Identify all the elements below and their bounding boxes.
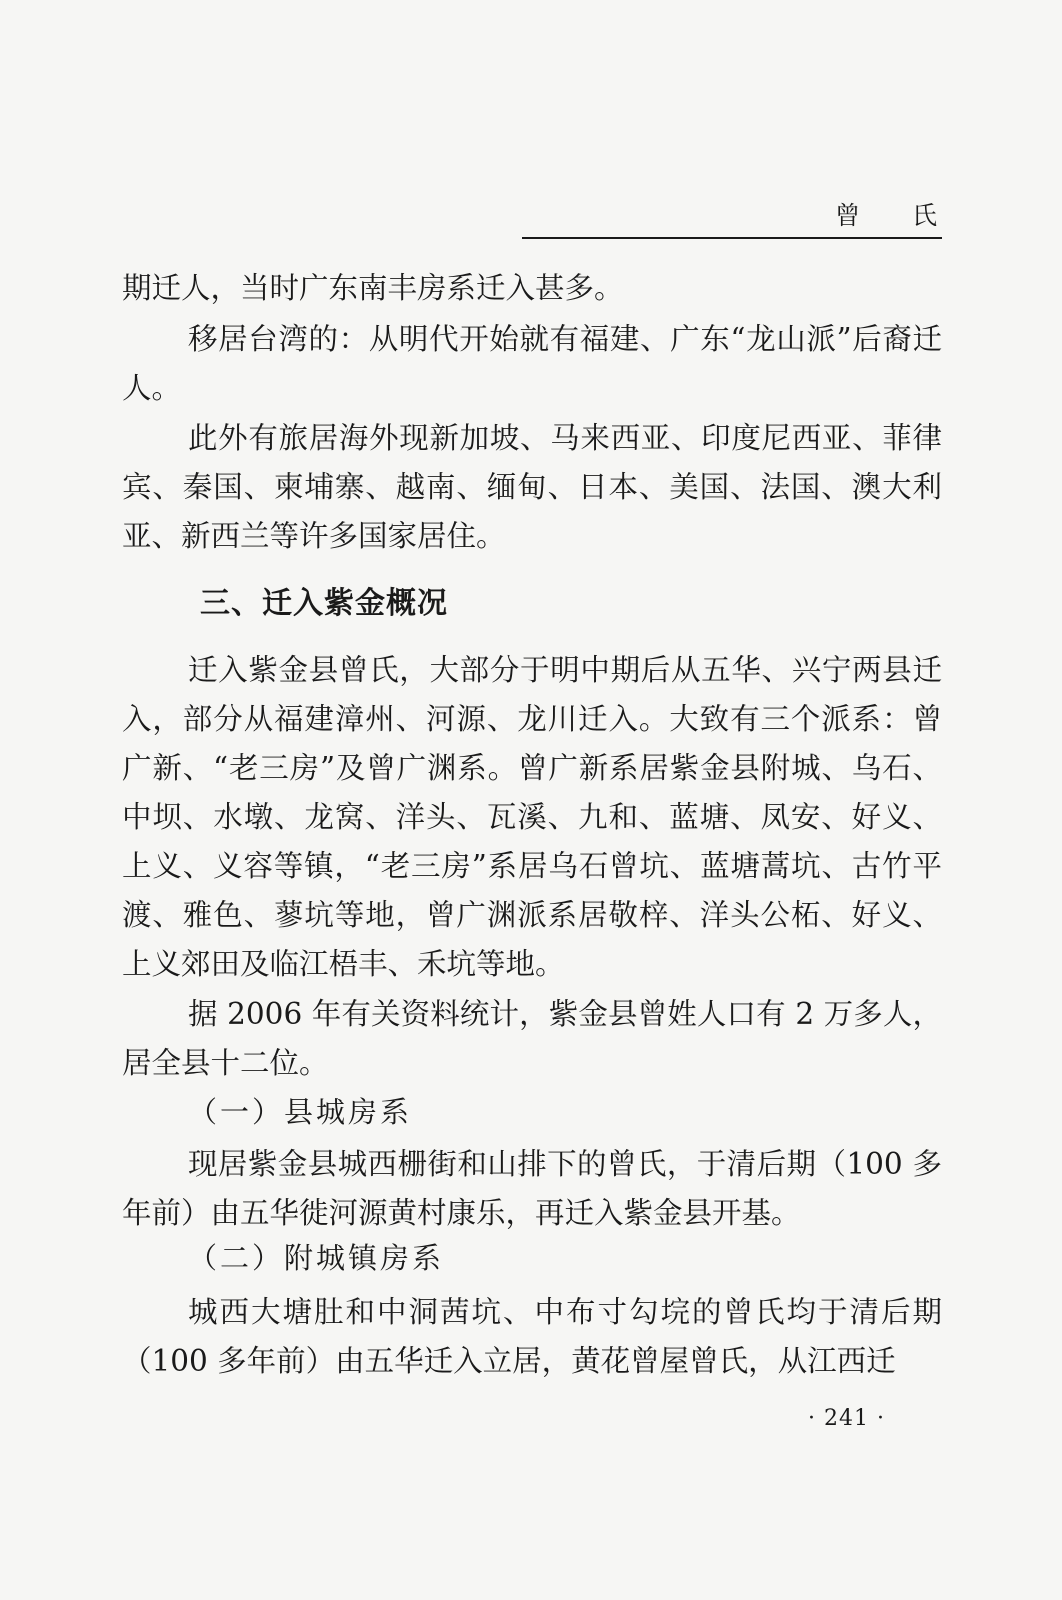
paragraph-county (122, 1140, 942, 1238)
paragraph-taiwan (122, 315, 942, 413)
paragraph-text: 迁入紫金县曾氏，大部分于明中期后从五华、兴宁两县迁入，部分从福建漳州、河源、龙川迁入。大致有三个派系：曾广新、“老三房”及曾广渊系。曾广新系居紫金县附城、乌石、中坝、水墩、龙窝、洋头、瓦溪、九和、蓝塘、凤安、好义、上义、义容等镇，“老三房”系居乌石曾坑、蓝塘蒿坑、古竹平渡、雅色、蓼坑等地，曾广渊派系居敬梓、洋头公柘、好义、上义郊田及临江梧丰、禾坑等地。 (122, 653, 942, 981)
paragraph-text: 城西大塘肚和中洞茜坑、中布寸勾垸的曾氏均于清后期（100 多年前）由五华迁入立居，黄花曾屋曾氏，从江西迁 (122, 1295, 942, 1378)
page-number: · 241 · (808, 1406, 885, 1431)
paragraph-text: 现居紫金县城西栅街和山排下的曾氏，于清后期（100 多年前）由五华徙河源黄村康乐，再迁入紫金县开基。 (122, 1147, 942, 1230)
paragraph-population (122, 990, 942, 1088)
section-heading: 三、迁入紫金概况 (200, 586, 448, 621)
paragraph-text: 据 2006 年有关资料统计，紫金县曾姓人口有 2 万多人，居全县十二位。 (122, 997, 942, 1080)
paragraph-fucheng (122, 1288, 942, 1386)
paragraph-overseas (122, 414, 942, 561)
paragraph-text: 期迁人，当时广东南丰房系迁入甚多。 (122, 271, 624, 305)
running-header: 曾 氏 (835, 201, 959, 230)
subsection-heading-county: （一）县城房系 (188, 1095, 413, 1129)
paragraph-text: 移居台湾的：从明代开始就有福建、广东“龙山派”后裔迁人。 (122, 322, 942, 405)
paragraph-text: 此外有旅居海外现新加坡、马来西亚、印度尼西亚、菲律宾、秦国、柬埔寨、越南、缅甸、日本、美国、法国、澳大利亚、新西兰等许多国家居住。 (122, 421, 942, 553)
header-rule (522, 237, 942, 239)
paragraph-continuation (122, 264, 942, 313)
paragraph-zijin-overview (122, 646, 942, 989)
subsection-heading-fucheng: （二）附城镇房系 (188, 1241, 445, 1275)
